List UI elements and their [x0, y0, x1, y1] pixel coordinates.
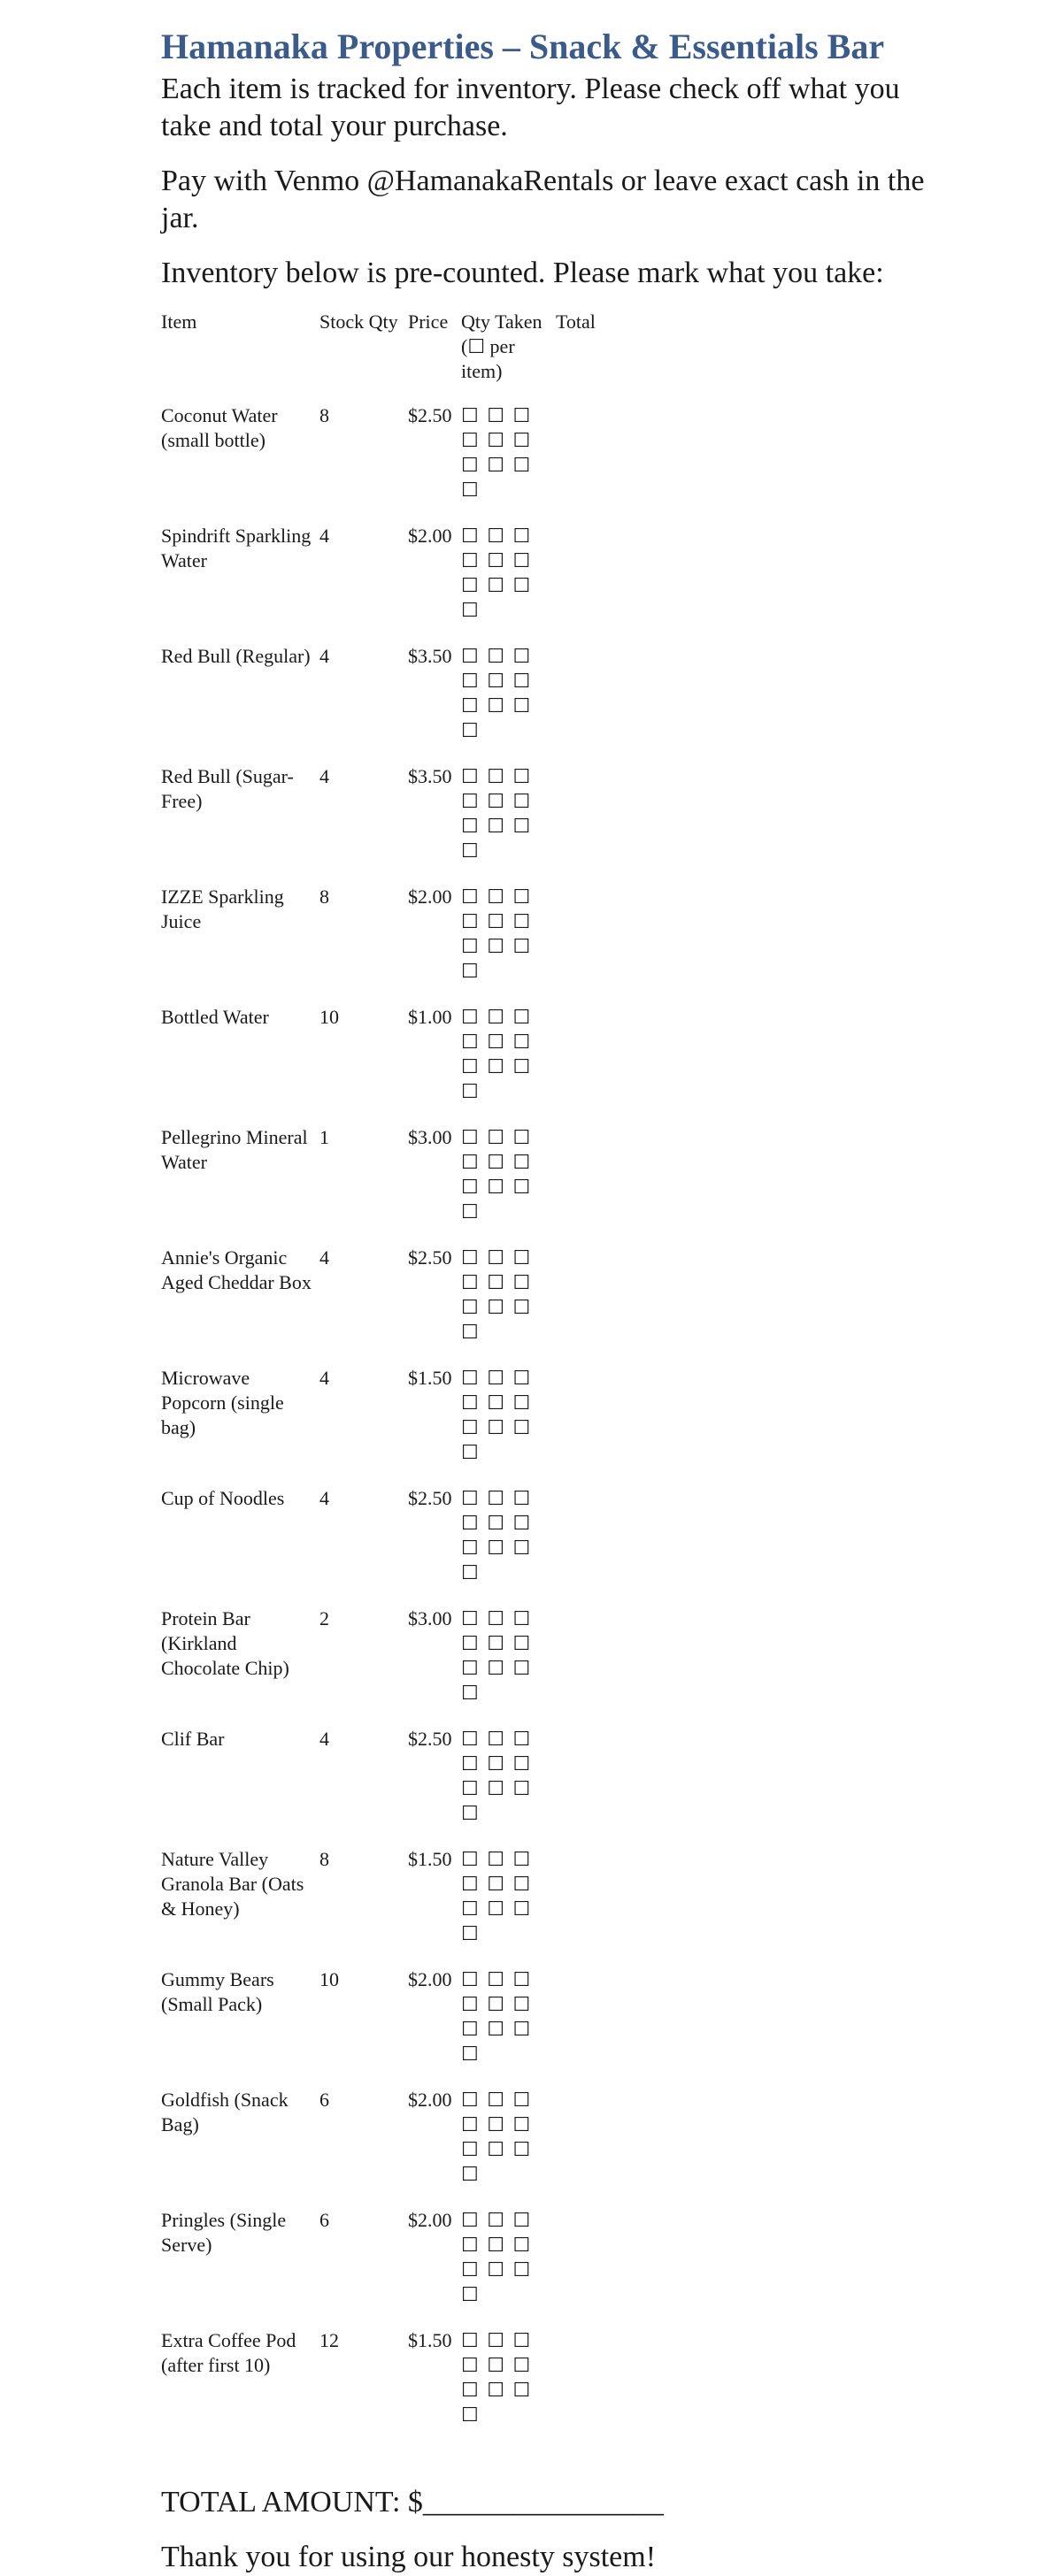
table-row [161, 1366, 609, 1486]
qty-taken-checkboxes[interactable]: ☐ ☐ ☐ ☐ ☐ ☐ ☐ ☐ ☐ ☐ [461, 1487, 531, 1583]
total-amount-line[interactable]: TOTAL AMOUNT: $________________ [161, 2486, 664, 2518]
table-row [161, 1727, 609, 1847]
qty-taken-checkboxes[interactable]: ☐ ☐ ☐ ☐ ☐ ☐ ☐ ☐ ☐ ☐ [461, 525, 531, 621]
price: $2.00 [408, 2209, 452, 2231]
qty-taken-checkboxes[interactable]: ☐ ☐ ☐ ☐ ☐ ☐ ☐ ☐ ☐ ☐ [461, 1968, 531, 2065]
row-total[interactable] [556, 764, 609, 885]
qty-taken-checkboxes[interactable]: ☐ ☐ ☐ ☐ ☐ ☐ ☐ ☐ ☐ ☐ [461, 1367, 531, 1463]
qty-taken-checkboxes[interactable]: ☐ ☐ ☐ ☐ ☐ ☐ ☐ ☐ ☐ ☐ [461, 886, 531, 982]
item-name: Pringles (Single Serve) [161, 2209, 287, 2256]
page-title: Hamanaka Properties – Snack & Essentials Bar [161, 27, 885, 66]
stock-qty: 6 [319, 2089, 329, 2111]
price: $2.50 [408, 404, 452, 426]
table-row [161, 524, 609, 644]
stock-qty: 10 [319, 1968, 339, 1990]
table-row [161, 644, 609, 764]
stock-qty: 1 [319, 1126, 329, 1148]
stock-qty: 8 [319, 404, 329, 426]
item-name: Annie's Organic Aged Cheddar Box [161, 1246, 312, 1293]
table-row [161, 1005, 609, 1125]
table-row [161, 1847, 609, 1967]
qty-taken-checkboxes[interactable]: ☐ ☐ ☐ ☐ ☐ ☐ ☐ ☐ ☐ ☐ [461, 2089, 531, 2185]
price: $1.50 [408, 1367, 452, 1389]
table-row [161, 1125, 609, 1246]
price: $1.00 [408, 1006, 452, 1028]
qty-taken-checkboxes[interactable]: ☐ ☐ ☐ ☐ ☐ ☐ ☐ ☐ ☐ ☐ [461, 645, 531, 741]
item-name: Coconut Water (small bottle) [161, 404, 278, 451]
item-name: Protein Bar (Kirkland Chocolate Chip) [161, 1607, 289, 1679]
price: $2.00 [408, 886, 452, 908]
row-total[interactable] [556, 1246, 609, 1366]
stock-qty: 4 [319, 765, 329, 787]
table-header-row [161, 310, 609, 403]
row-total[interactable] [556, 2208, 609, 2328]
column-header-qty-taken: Qty Taken (☐ per item) [461, 310, 543, 382]
row-total[interactable] [556, 1606, 609, 1727]
row-total[interactable] [556, 524, 609, 644]
table-row [161, 2208, 609, 2328]
payment-text: Pay with Venmo @HamanakaRentals or leave exact cash in the jar. [161, 165, 925, 234]
price: $2.00 [408, 2089, 452, 2111]
stock-qty: 8 [319, 1848, 329, 1870]
stock-qty: 4 [319, 1728, 329, 1750]
column-header-stock: Stock Qty [319, 310, 398, 333]
price: $3.50 [408, 645, 452, 667]
item-name: Bottled Water [161, 1006, 269, 1028]
qty-taken-checkboxes[interactable]: ☐ ☐ ☐ ☐ ☐ ☐ ☐ ☐ ☐ ☐ [461, 1126, 531, 1223]
item-name: Goldfish (Snack Bag) [161, 2089, 289, 2135]
qty-taken-checkboxes[interactable]: ☐ ☐ ☐ ☐ ☐ ☐ ☐ ☐ ☐ ☐ [461, 765, 531, 862]
qty-taken-checkboxes[interactable]: ☐ ☐ ☐ ☐ ☐ ☐ ☐ ☐ ☐ ☐ [461, 1728, 531, 1824]
stock-qty: 12 [319, 2329, 339, 2351]
price: $3.00 [408, 1126, 452, 1148]
thank-you-text: Thank you for using our honesty system! [161, 2541, 657, 2573]
row-total[interactable] [556, 1847, 609, 1967]
stock-qty: 10 [319, 1006, 339, 1028]
table-row [161, 1246, 609, 1366]
qty-taken-checkboxes[interactable]: ☐ ☐ ☐ ☐ ☐ ☐ ☐ ☐ ☐ ☐ [461, 404, 531, 501]
item-name: Gummy Bears (Small Pack) [161, 1968, 274, 2015]
price: $3.00 [408, 1607, 452, 1629]
row-total[interactable] [556, 1486, 609, 1606]
stock-qty: 8 [319, 886, 329, 908]
item-name: Nature Valley Granola Bar (Oats & Honey) [161, 1848, 304, 1920]
price: $1.50 [408, 1848, 452, 1870]
table-row [161, 764, 609, 885]
table-row [161, 885, 609, 1005]
snack-bar-sheet [161, 0, 940, 2576]
row-total[interactable] [556, 885, 609, 1005]
stock-qty: 4 [319, 525, 329, 547]
item-name: IZZE Sparkling Juice [161, 886, 284, 932]
table-row [161, 2328, 609, 2449]
qty-taken-checkboxes[interactable]: ☐ ☐ ☐ ☐ ☐ ☐ ☐ ☐ ☐ ☐ [461, 2209, 531, 2305]
row-total[interactable] [556, 403, 609, 524]
inventory-rows [161, 403, 609, 2449]
row-total[interactable] [556, 1366, 609, 1486]
price: $2.50 [408, 1728, 452, 1750]
stock-qty: 6 [319, 2209, 329, 2231]
stock-qty: 4 [319, 1246, 329, 1269]
item-name: Clif Bar [161, 1728, 225, 1750]
price: $3.50 [408, 765, 452, 787]
stock-qty: 4 [319, 1487, 329, 1509]
column-header-total: Total [556, 310, 596, 333]
qty-taken-checkboxes[interactable]: ☐ ☐ ☐ ☐ ☐ ☐ ☐ ☐ ☐ ☐ [461, 1006, 531, 1102]
item-name: Extra Coffee Pod (after first 10) [161, 2329, 296, 2376]
row-total[interactable] [556, 1005, 609, 1125]
row-total[interactable] [556, 644, 609, 764]
qty-taken-checkboxes[interactable]: ☐ ☐ ☐ ☐ ☐ ☐ ☐ ☐ ☐ ☐ [461, 1607, 531, 1704]
table-row [161, 1606, 609, 1727]
row-total[interactable] [556, 2088, 609, 2208]
row-total[interactable] [556, 1125, 609, 1246]
table-row [161, 1967, 609, 2088]
item-name: Cup of Noodles [161, 1487, 285, 1509]
row-total[interactable] [556, 1967, 609, 2088]
item-name: Microwave Popcorn (single bag) [161, 1367, 284, 1438]
row-total[interactable] [556, 2328, 609, 2449]
stock-qty: 4 [319, 645, 329, 667]
table-row [161, 1486, 609, 1606]
inventory-table [161, 310, 609, 2449]
column-header-price: Price [408, 310, 449, 333]
instruction-text: Inventory below is pre-counted. Please mark what you take: [161, 257, 884, 289]
intro-text: Each item is tracked for inventory. Please check off what you take and total your purchase. [161, 73, 900, 142]
column-header-item: Item [161, 310, 197, 333]
price: $2.00 [408, 525, 452, 547]
item-name: Red Bull (Regular) [161, 645, 311, 667]
table-row [161, 2088, 609, 2208]
qty-taken-checkboxes[interactable]: ☐ ☐ ☐ ☐ ☐ ☐ ☐ ☐ ☐ ☐ [461, 1848, 531, 1944]
qty-taken-checkboxes[interactable]: ☐ ☐ ☐ ☐ ☐ ☐ ☐ ☐ ☐ ☐ [461, 1246, 531, 1343]
table-row [161, 403, 609, 524]
price: $2.50 [408, 1246, 452, 1269]
qty-taken-checkboxes[interactable]: ☐ ☐ ☐ ☐ ☐ ☐ ☐ ☐ ☐ ☐ [461, 2329, 531, 2426]
item-name: Spindrift Sparkling Water [161, 525, 312, 571]
price: $1.50 [408, 2329, 452, 2351]
row-total[interactable] [556, 1727, 609, 1847]
price: $2.00 [408, 1968, 452, 1990]
stock-qty: 4 [319, 1367, 329, 1389]
item-name: Red Bull (Sugar-Free) [161, 765, 294, 812]
price: $2.50 [408, 1487, 452, 1509]
stock-qty: 2 [319, 1607, 329, 1629]
item-name: Pellegrino Mineral Water [161, 1126, 308, 1173]
